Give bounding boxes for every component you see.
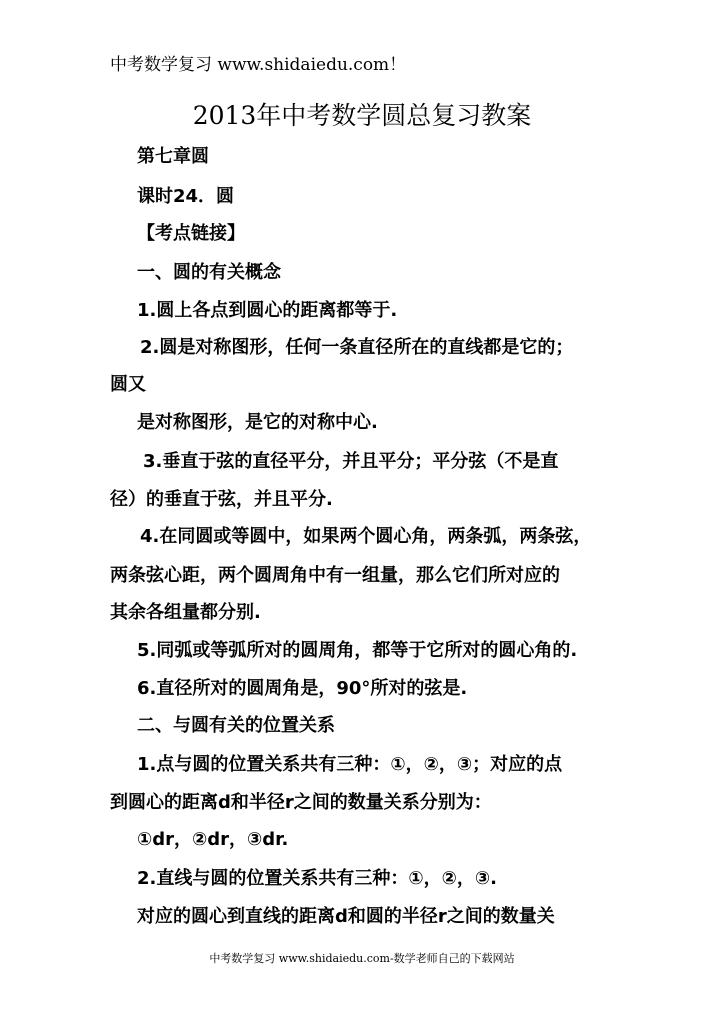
section-label: 【考点链接】 [137,223,245,244]
text-line: 径）的垂直于弦，并且平分. [110,489,333,510]
text-line: 是对称图形，是它的对称中心. [137,412,378,433]
text-line: ①dr，②dr，③dr. [137,829,289,850]
page-footer: 中考数学复习 www.shidaiedu.com-数学老师自己的下载网站 [209,952,515,965]
text-line: 5.同弧或等弧所对的圆周角，都等于它所对的圆心角的. [137,640,578,661]
page-header: 中考数学复习 www.shidaiedu.com！ [110,55,407,75]
text-line: 其余各组量都分别. [110,602,261,623]
document-title: 2013年中考数学圆总复习教案 [192,101,532,130]
text-line: 4.在同圆或等圆中，如果两个圆心角，两条弧，两条弦， [140,526,592,547]
text-line: 圆又 [110,374,146,395]
text-line: 1.圆上各点到圆心的距离都等于. [137,300,398,321]
chapter-heading: 第七章圆 [137,146,209,167]
text-line: 1.点与圆的位置关系共有三种：①，②，③；对应的点 [137,754,563,775]
text-line: 2.圆是对称图形，任何一条直径所在的直线都是它的； [140,337,574,358]
lesson-heading: 课时24．圆 [137,186,235,207]
text-line: 6.直径所对的圆周角是，90°所对的弦是. [137,678,468,699]
section-heading: 二、与圆有关的位置关系 [137,715,335,736]
text-line: 2.直线与圆的位置关系共有三种：①，②，③. [137,868,497,889]
section-heading: 一、圆的有关概念 [137,262,281,283]
text-line: 两条弦心距，两个圆周角中有一组量，那么它们所对应的 [110,565,560,586]
text-line: 3.垂直于弦的直径平分，并且平分；平分弦（不是直 [143,451,559,472]
text-line: 对应的圆心到直线的距离d和圆的半径r之间的数量关 [137,906,555,927]
text-line: 到圆心的距离d和半径r之间的数量关系分别为： [110,792,492,813]
